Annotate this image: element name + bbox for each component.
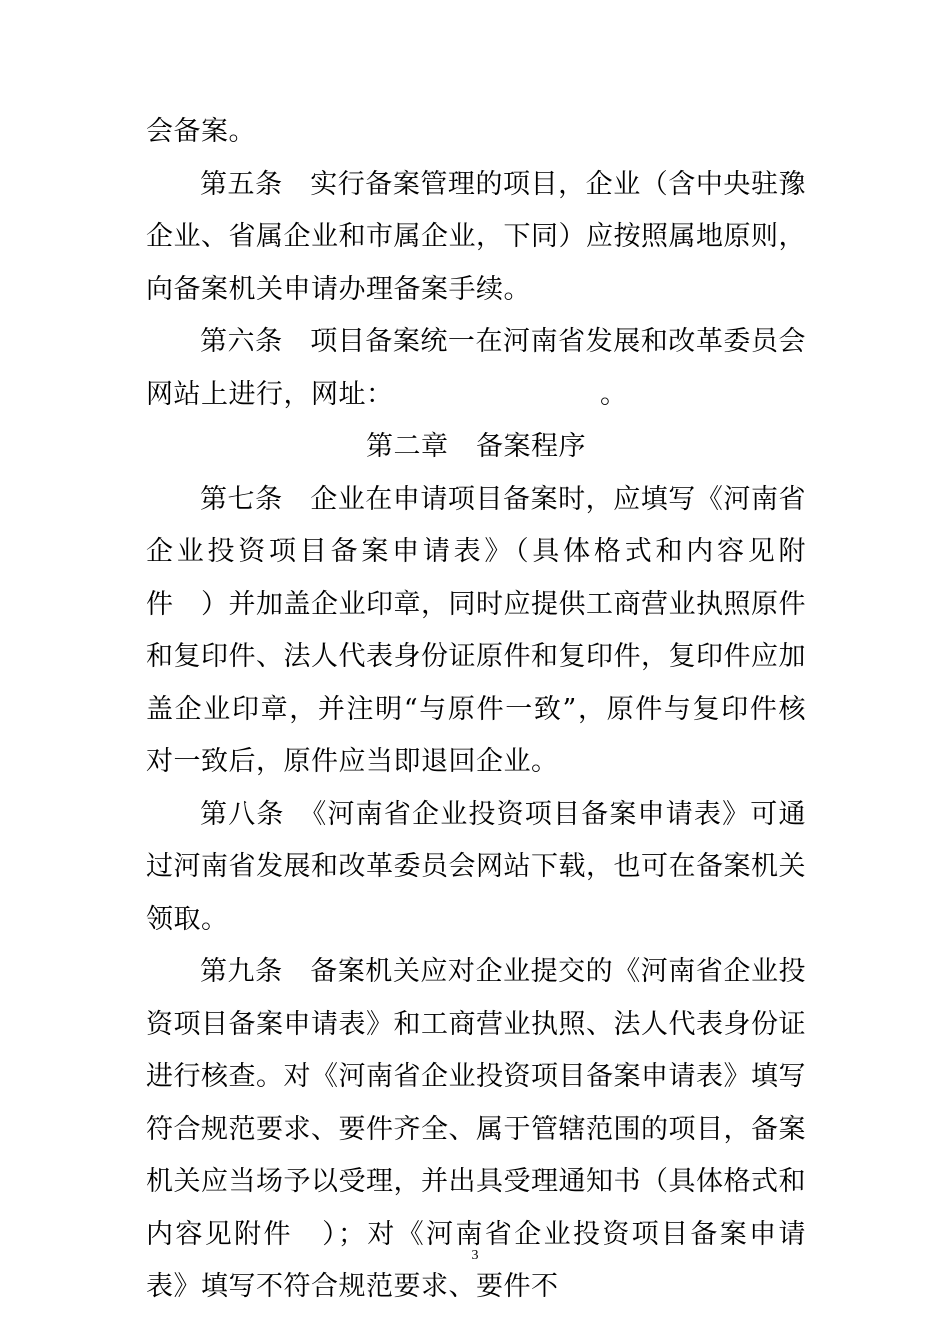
article-9-paragraph: 第九条 备案机关应对企业提交的《河南省企业投资项目备案申请表》和工商营业执照、法人代表身份证进行核查。对《河南省企业投资项目备案申请表》填写符合规范要求、要件齐全、属于管辖范围的项目，备案机关应当场予以受理，并出具受理通知书（具体格式和内容见附件 ）；对《河南省企业投资项目备案申请表》填写不符合规范要求、要件不 [146, 956, 806, 1302]
document-body [146, 106, 806, 1314]
article-5-paragraph: 第五条 实行备案管理的项目，企业（含中央驻豫企业、省属企业和市属企业，下同）应按照属地原则，向备案机关申请办理备案手续。 [146, 168, 806, 305]
chapter-2-heading: 第二章 备案程序 [366, 431, 586, 462]
page-number: 3 [471, 1248, 479, 1263]
article-8-paragraph: 第八条 《河南省企业投资项目备案申请表》可通过河南省发展和改革委员会网站下载，也可在备案机关领取。 [146, 798, 806, 935]
article-6-paragraph: 第六条 项目备案统一在河南省发展和改革委员会网站上进行，网址： 。 [146, 326, 806, 410]
paragraph-continuation: 会备案。 [146, 116, 256, 147]
article-7-paragraph: 第七条 企业在申请项目备案时，应填写《河南省企业投资项目备案申请表》（具体格式和内容见附件 ）并加盖企业印章，同时应提供工商营业执照原件和复印件、法人代表身份证原件和复印件，复印件应加盖企业印章，并注明“与原件一致”，原件与复印件核对一致后，原件应当即退回企业。 [146, 483, 806, 777]
